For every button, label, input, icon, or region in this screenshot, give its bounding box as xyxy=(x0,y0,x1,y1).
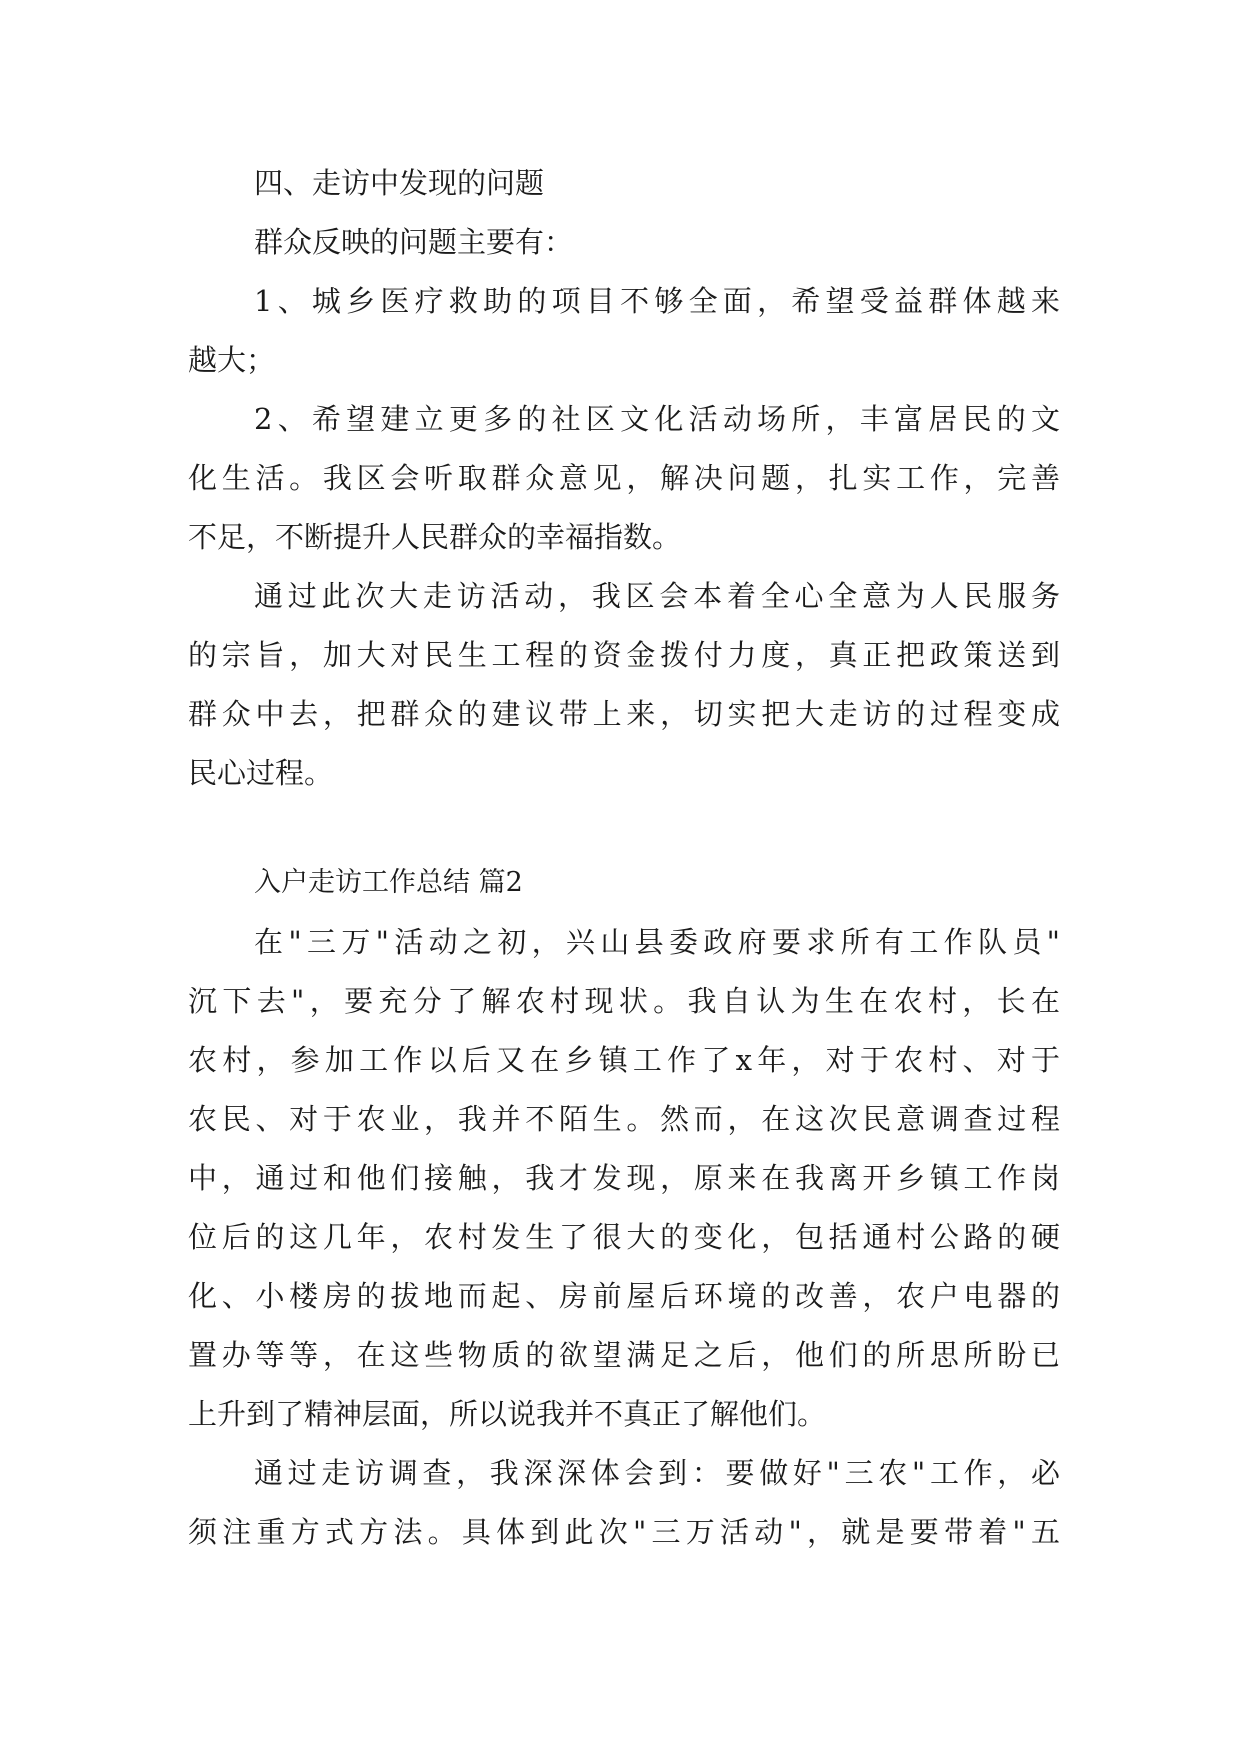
paragraph-line: 化、小楼房的拔地而起、房前屋后环境的改善，农户电器的 xyxy=(188,1279,1060,1313)
section-heading: 四、走访中发现的问题 xyxy=(254,166,545,200)
paragraph-line: 群众反映的问题主要有： xyxy=(254,225,574,259)
paragraph-line: 在"三万"活动之初，兴山县委政府要求所有工作队员" xyxy=(254,925,1060,959)
paragraph-line: 置办等等，在这些物质的欲望满足之后，他们的所思所盼已 xyxy=(188,1338,1060,1372)
paragraph-line: 的宗旨，加大对民生工程的资金拨付力度，真正把政策送到 xyxy=(188,638,1060,672)
paragraph-line: 农村，参加工作以后又在乡镇工作了x年，对于农村、对于 xyxy=(188,1043,1060,1077)
paragraph-line: 不足，不断提升人民群众的幸福指数。 xyxy=(188,520,682,554)
paragraph-line: 上升到了精神层面，所以说我并不真正了解他们。 xyxy=(188,1397,827,1431)
paragraph-line: 群众中去，把群众的建议带上来，切实把大走访的过程变成 xyxy=(188,697,1060,731)
paragraph-line: 位后的这几年，农村发生了很大的变化，包括通村公路的硬 xyxy=(188,1220,1060,1254)
paragraph-line: 化生活。我区会听取群众意见，解决问题，扎实工作，完善 xyxy=(188,461,1060,495)
paragraph-line: 越大； xyxy=(188,343,276,377)
paragraph-line: 通过此次大走访活动，我区会本着全心全意为人民服务 xyxy=(254,579,1060,613)
paragraph-line: 沉下去"，要充分了解农村现状。我自认为生在农村，长在 xyxy=(188,984,1060,1018)
article-title: 入户走访工作总结 篇2 xyxy=(254,867,523,898)
paragraph-line: 须注重方式方法。具体到此次"三万活动"，就是要带着"五 xyxy=(188,1515,1060,1549)
paragraph-line: 民心过程。 xyxy=(188,756,334,790)
paragraph-line: 1、城乡医疗救助的项目不够全面，希望受益群体越来 xyxy=(254,284,1060,318)
paragraph-line: 通过走访调查，我深深体会到：要做好"三农"工作，必 xyxy=(254,1456,1060,1490)
paragraph-line: 2、希望建立更多的社区文化活动场所，丰富居民的文 xyxy=(254,402,1060,436)
paragraph-line: 农民、对于农业，我并不陌生。然而，在这次民意调查过程 xyxy=(188,1102,1060,1136)
paragraph-line: 中，通过和他们接触，我才发现，原来在我离开乡镇工作岗 xyxy=(188,1161,1060,1195)
